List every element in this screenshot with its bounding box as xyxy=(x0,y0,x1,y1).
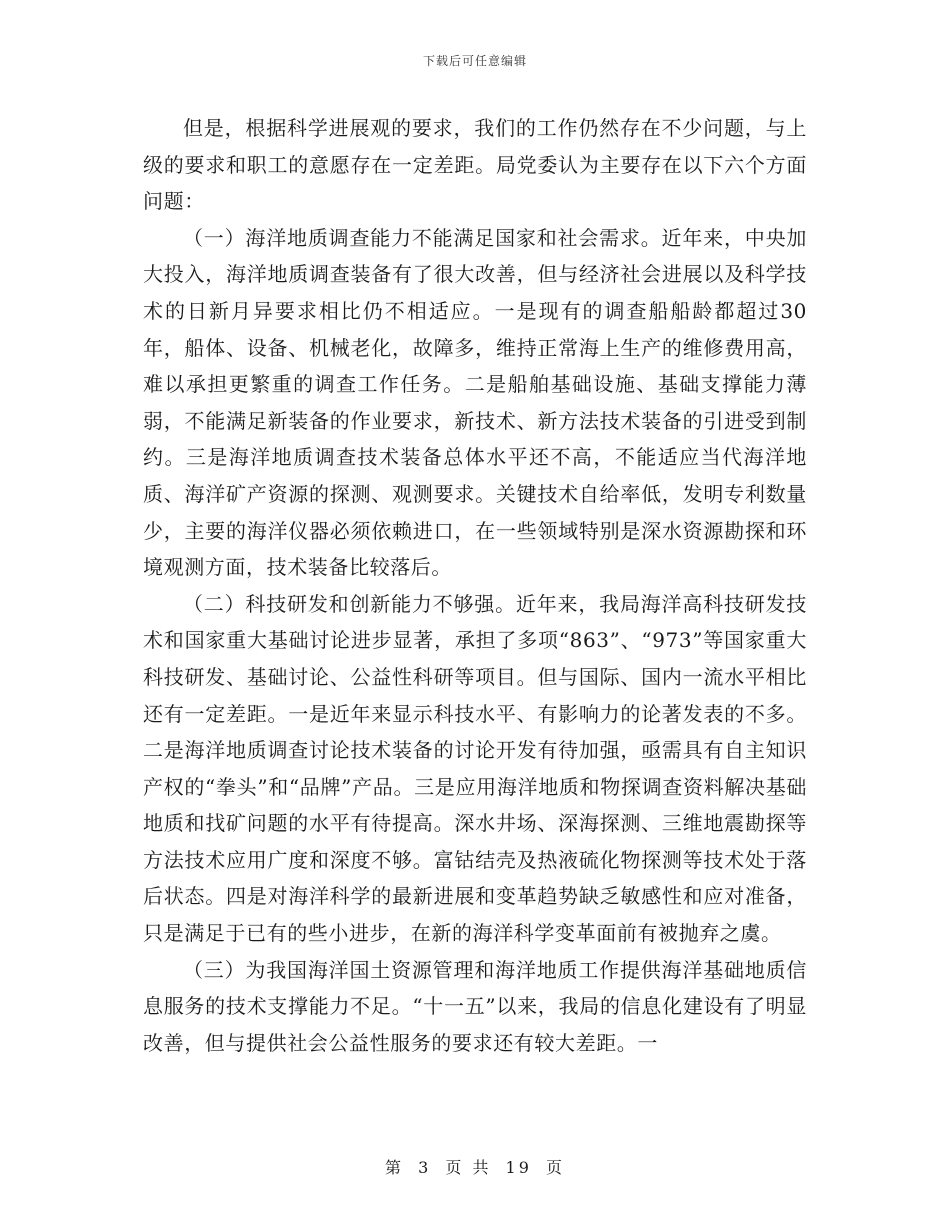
paragraph-section-2: （二）科技研发和创新能力不够强。近年来，我局海洋高科技研发技术和国家重大基础讨论进步显著，承担了多项“863”、“973”等国家重大科技研发、基础讨论、公益性科研等项目。但与国际、国内一流水平相比还有一定差距。一是近年来显示科技水平、有影响力的论著发表的不多。二是海洋地质调查讨论技术装备的讨论开发有待加强，亟需具有自主知识产权的“拳头”和“品牌”产品。三是应用海洋地质和物探调查资料解决基础地质和找矿问题的水平有待提高。深水井场、深海探测、三维地震勘探等方法技术应用广度和深度不够。富钴结壳及热液硫化物探测等技术处于落后状态。四是对海洋科学的最新进展和变革趋势缺乏敏感性和应对准备，只是满足于已有的些小进步，在新的海洋科学变革面前有被抛弃之虞。 xyxy=(143,591,807,946)
page-footer xyxy=(0,1155,950,1178)
document-body xyxy=(143,110,807,1061)
footer-total-pages: 19 xyxy=(505,1158,532,1177)
footer-middle: 页 共 xyxy=(445,1158,492,1177)
header-note: 下载后可任意编辑 xyxy=(422,54,527,68)
footer-suffix: 页 xyxy=(546,1158,566,1177)
paragraph-section-1: （一）海洋地质调查能力不能满足国家和社会需求。近年来，中央加大投入，海洋地质调查装备有了很大改善，但与经济社会进展以及科学技术的日新月异要求相比仍不相适应。一是现有的调查船船龄都超过30年，船体、设备、机械老化，故障多，维持正常海上生产的维修费用高，难以承担更繁重的调查工作任务。二是船舶基础设施、基础支撑能力薄弱，不能满足新装备的作业要求，新技术、新方法技术装备的引进受到制约。三是海洋地质调查技术装备总体水平还不高，不能适应当代海洋地质、海洋矿产资源的探测、观测要求。关键技术自给率低，发明专利数量少，主要的海洋仪器必须依赖进口，在一些领域特别是深水资源勘探和环境观测方面，技术装备比较落后。 xyxy=(143,225,807,580)
paragraph-section-3: （三）为我国海洋国土资源管理和海洋地质工作提供海洋基础地质信息服务的技术支撑能力不足。“十一五”以来，我局的信息化建设有了明显改善，但与提供社会公益性服务的要求还有较大差距。一 xyxy=(143,957,807,1055)
footer-prefix: 第 xyxy=(384,1158,404,1177)
footer-current-page: 3 xyxy=(418,1158,432,1177)
paragraph-intro: 但是，根据科学进展观的要求，我们的工作仍然存在不少问题，与上级的要求和职工的意愿存在一定差距。局党委认为主要存在以下六个方面问题： xyxy=(143,116,807,214)
